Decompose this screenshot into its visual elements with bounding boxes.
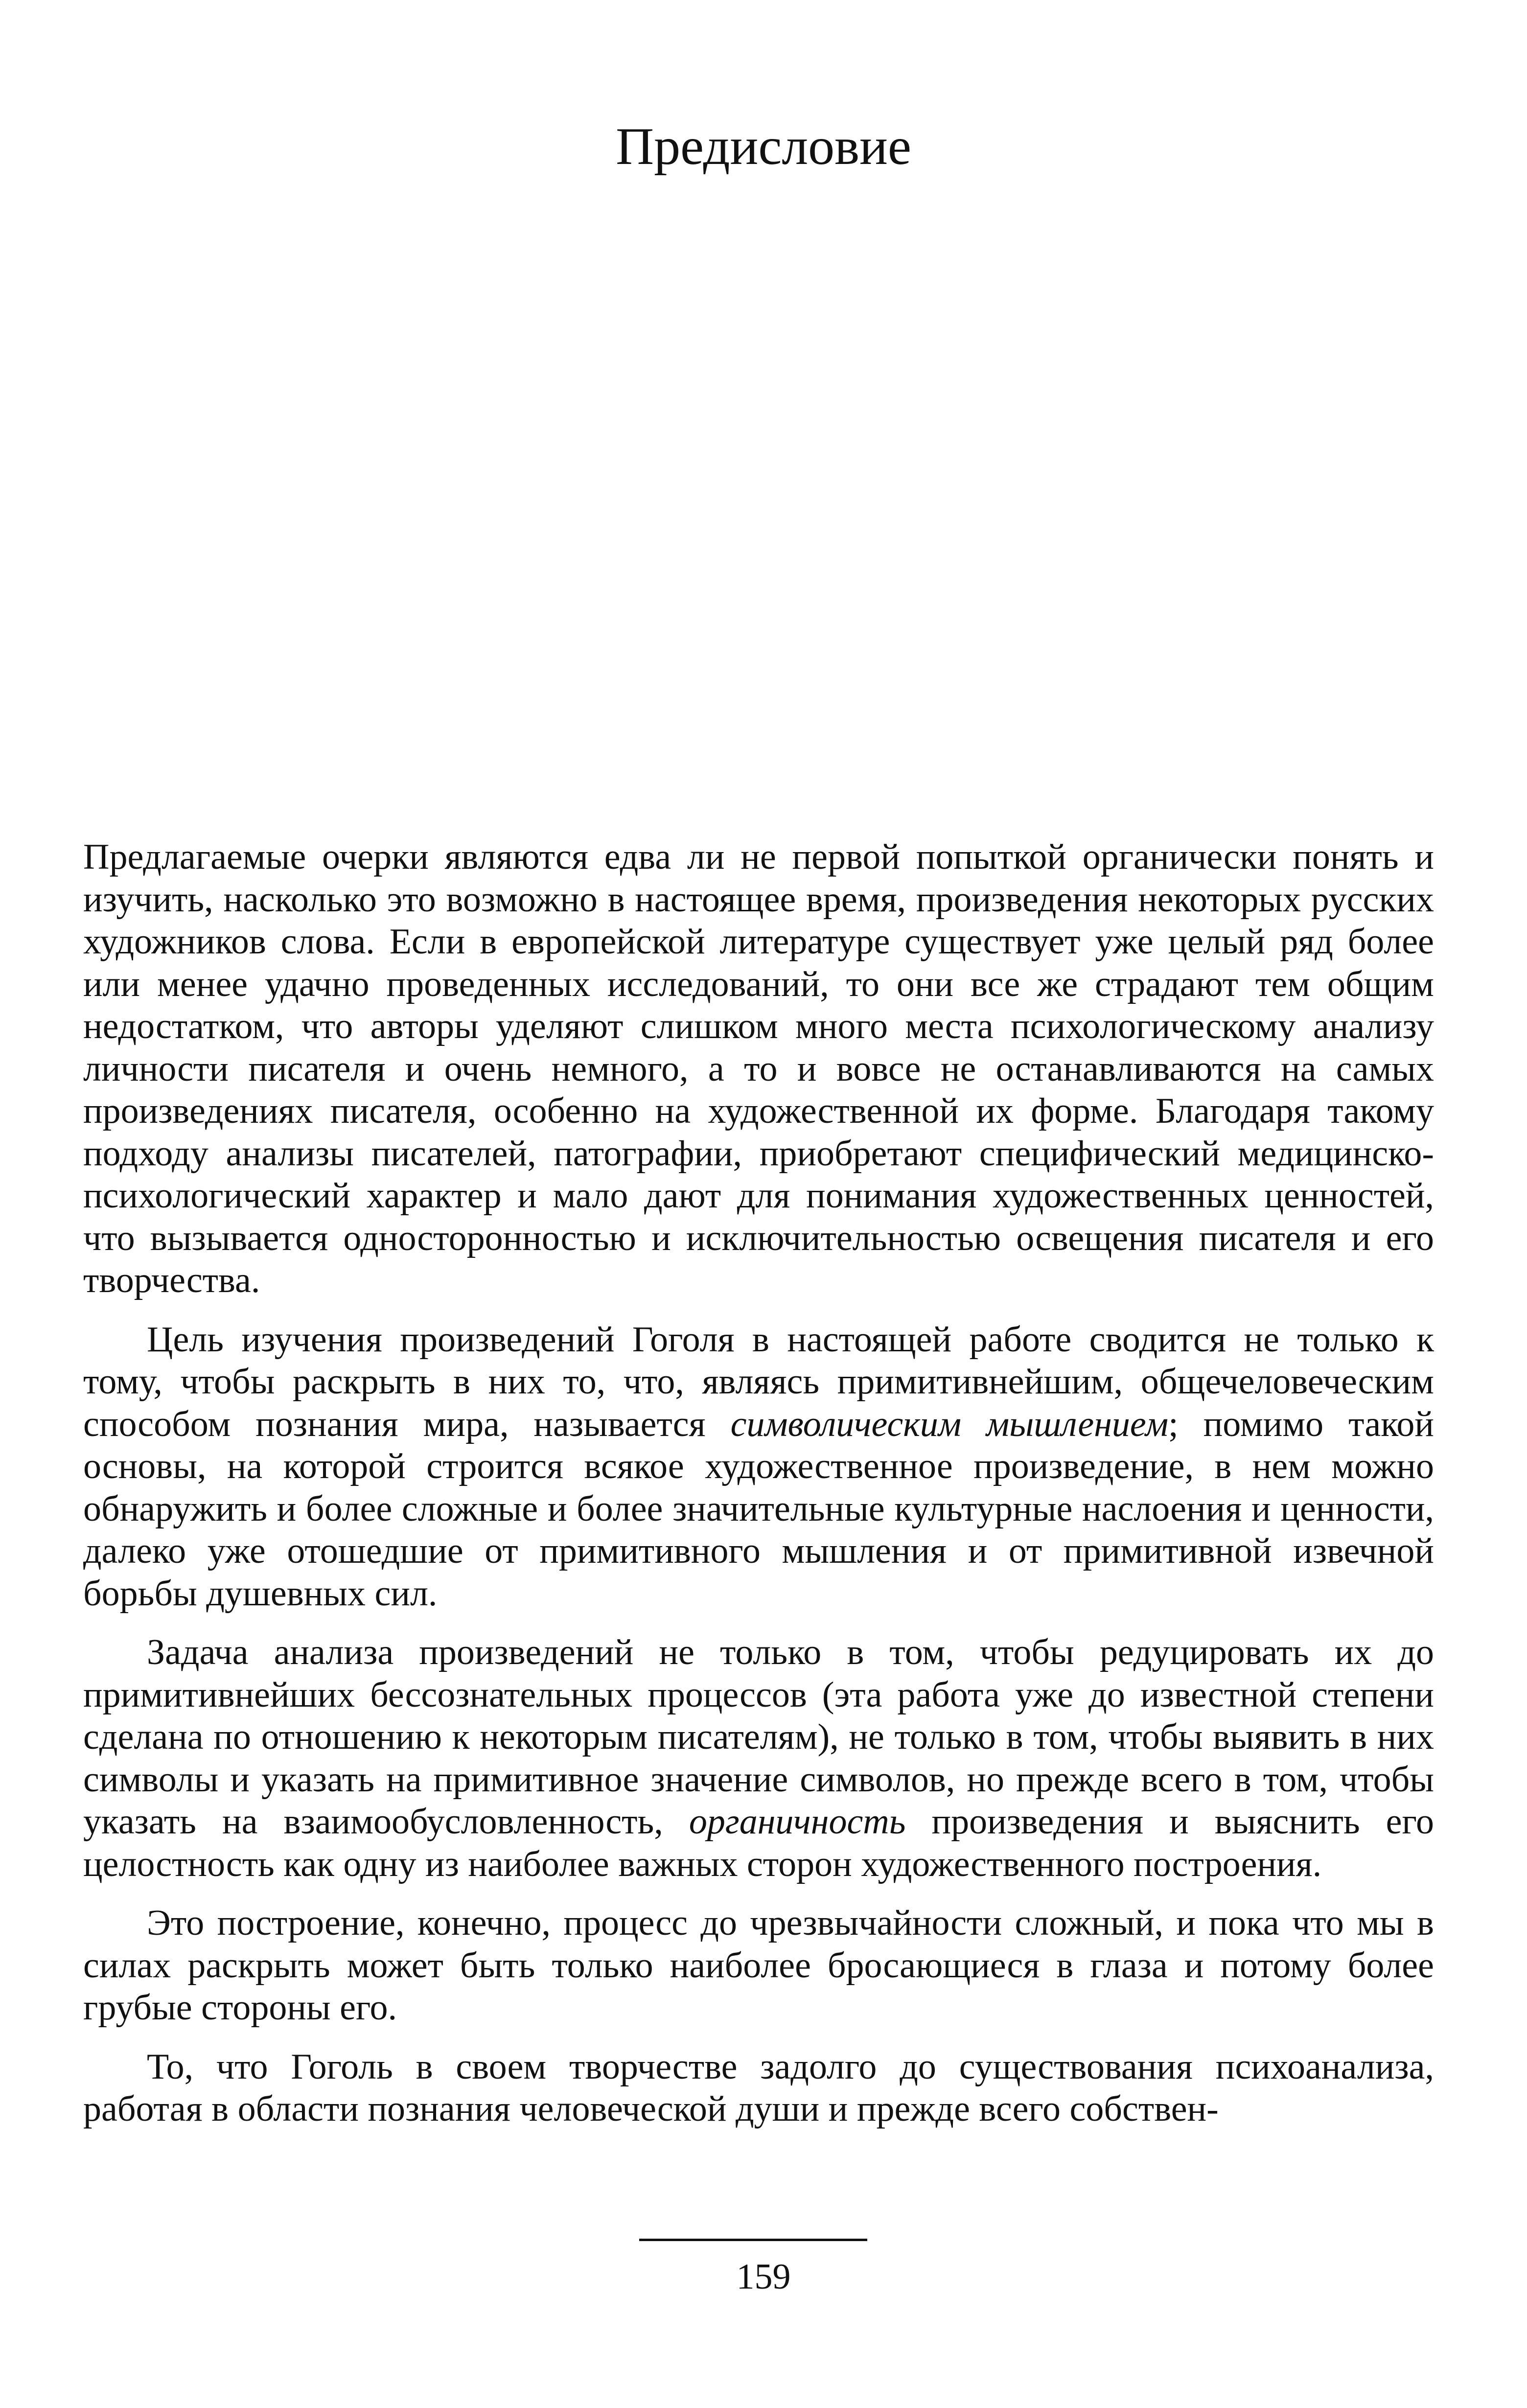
emphasis-symbolic-thinking: символическим мышлением — [730, 1404, 1169, 1444]
paragraph-goal — [83, 1319, 1434, 1615]
paragraph-gogol — [83, 2046, 1434, 2130]
paragraph-gogol-text: То, что Гоголь в своем творчестве задолго до существования психоанализа, работая в области познания человеческой души и прежде всего собствен- — [83, 2046, 1434, 2129]
body-text — [83, 836, 1434, 2130]
paragraph-construction — [83, 1902, 1434, 2029]
paragraph-construction-text: Это построение, конечно, процесс до чрезвычайности сложный, и пока что мы в силах раскрыть может быть только наиболее бросающиеся в глаза и потому более грубые стороны его. — [83, 1903, 1434, 2028]
paragraph-goal-text-end: ; помимо такой основы, на которой строится всякое художественное произведение, в нем можно обнаружить и более сложные и более значительные культурные наслоения и ценности, далеко уже отошедшие от примитивного мышления и от примитивной извечной борьбы душевных сил. — [83, 1404, 1434, 1614]
paragraph-goal-text: Цель изучения произведений Гоголя в настоящей работе сводится не только к тому, чтобы раскрыть в них то, что, являясь примитивнейшим, общечеловеческим способом познания мира, называется — [83, 1319, 1434, 1444]
paragraph-intro-text: Предлагаемые очерки являются едва ли не первой попыткой органически понять и изучить, насколько это возможно в настоящее время, произведения некоторых русских художников слова. Если в европейской литературе существует уже целый ряд более или менее удачно проведенных исследований, то они все же страдают тем общим недостатком, что авторы уделяют слишком много места психологическому анализу личности писателя и очень немного, а то и вовсе не останавливаются на самых произведениях писателя, особенно на художественной их форме. Благодаря такому подходу анализы писателей, патографии, приобретают специфический медицинско-психологический характер и мало дают для понимания художественных ценностей, что вызывается односторонностью и исключительностью освещения писателя и его творчества. — [83, 837, 1434, 1300]
page-number: 159 — [736, 2257, 791, 2297]
page-title: Предисловие — [616, 117, 911, 176]
footer-rule — [639, 2239, 867, 2241]
paragraph-task-text-end: произведения и выяснить его целостность как одну из наиболее важных сторон художественного построения. — [83, 1802, 1434, 1884]
paragraph-intro — [83, 836, 1434, 1302]
paragraph-task-text: Задача анализа произведений не только в том, чтобы редуцировать их до примитивнейших бессознательных процессов (эта работа уже до известной степени сделана по отношению к некоторым писателям), не только в том, чтобы выявить в них символы и указать на примитивное значение символов, но прежде всего в том, чтобы указать на взаимообусловленность, — [83, 1632, 1434, 1842]
emphasis-organicity: органичность — [689, 1802, 906, 1842]
paragraph-task — [83, 1631, 1434, 1885]
